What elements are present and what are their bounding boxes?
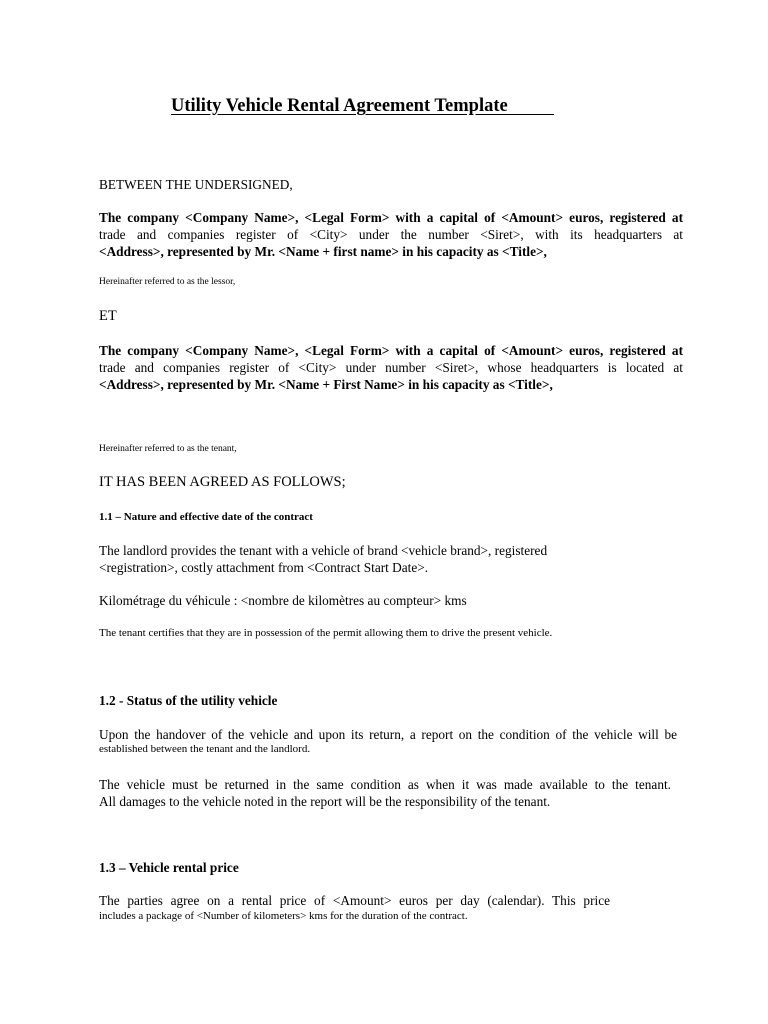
section-1-3-paragraph-line-2: includes a package of <Number of kilometers> kms for the duration of the contract. (99, 910, 468, 922)
lessor-referred-text: Hereinafter referred to as the lessor, (99, 277, 236, 287)
section-1-2-paragraph-2-line-1: The vehicle must be returned in the same condition as when it was made available to the tenant. (99, 777, 671, 792)
section-1-2-heading: 1.2 - Status of the utility vehicle (99, 693, 278, 708)
section-1-3-paragraph-line-1: The parties agree on a rental price of <Amount> euros per day (calendar). This price (99, 893, 610, 908)
between-text: BETWEEN THE UNDERSIGNED, (99, 177, 293, 192)
lessor-line-1: The company <Company Name>, <Legal Form> with a capital of <Amount> euros, registered at (99, 210, 683, 225)
section-1-2-paragraph-1-line-2: established between the tenant and the landlord. (99, 743, 311, 755)
tenant-referred-text: Hereinafter referred to as the tenant, (99, 444, 237, 454)
section-1-3-heading: 1.3 – Vehicle rental price (99, 860, 239, 875)
lessor-line-2: trade and companies register of <City> under the number <Siret>, with its headquarters at (99, 227, 683, 242)
agreed-text: IT HAS BEEN AGREED AS FOLLOWS; (99, 474, 346, 490)
section-1-2-paragraph-2-line-2: All damages to the vehicle noted in the report will be the responsibility of the tenant. (99, 794, 551, 809)
section-1-1-heading: 1.1 – Nature and effective date of the contract (99, 511, 313, 523)
lessor-line-3: <Address>, represented by Mr. <Name + first name> in his capacity as <Title>, (99, 244, 547, 259)
permit-text: The tenant certifies that they are in possession of the permit allowing them to drive the present vehicle. (99, 627, 553, 639)
section-1-1-paragraph-line-1: The landlord provides the tenant with a vehicle of brand <vehicle brand>, registered (99, 543, 548, 558)
tenant-line-3: <Address>, represented by Mr. <Name + First Name> in his capacity as <Title>, (99, 377, 553, 392)
tenant-line-1: The company <Company Name>, <Legal Form> with a capital of <Amount> euros, registered at (99, 343, 683, 358)
document-title: Utility Vehicle Rental Agreement Template (171, 96, 554, 116)
mileage-text: Kilométrage du véhicule : <nombre de kilomètres au compteur> kms (99, 593, 467, 608)
et-text: ET (99, 308, 117, 324)
tenant-line-2: trade and companies register of <City> under number <Siret>, whose headquarters is located at (99, 360, 683, 375)
section-1-2-paragraph-1-line-1: Upon the handover of the vehicle and upon its return, a report on the condition of the vehicle will be (99, 727, 677, 742)
section-1-1-paragraph-line-2: <registration>, costly attachment from <Contract Start Date>. (99, 560, 429, 575)
